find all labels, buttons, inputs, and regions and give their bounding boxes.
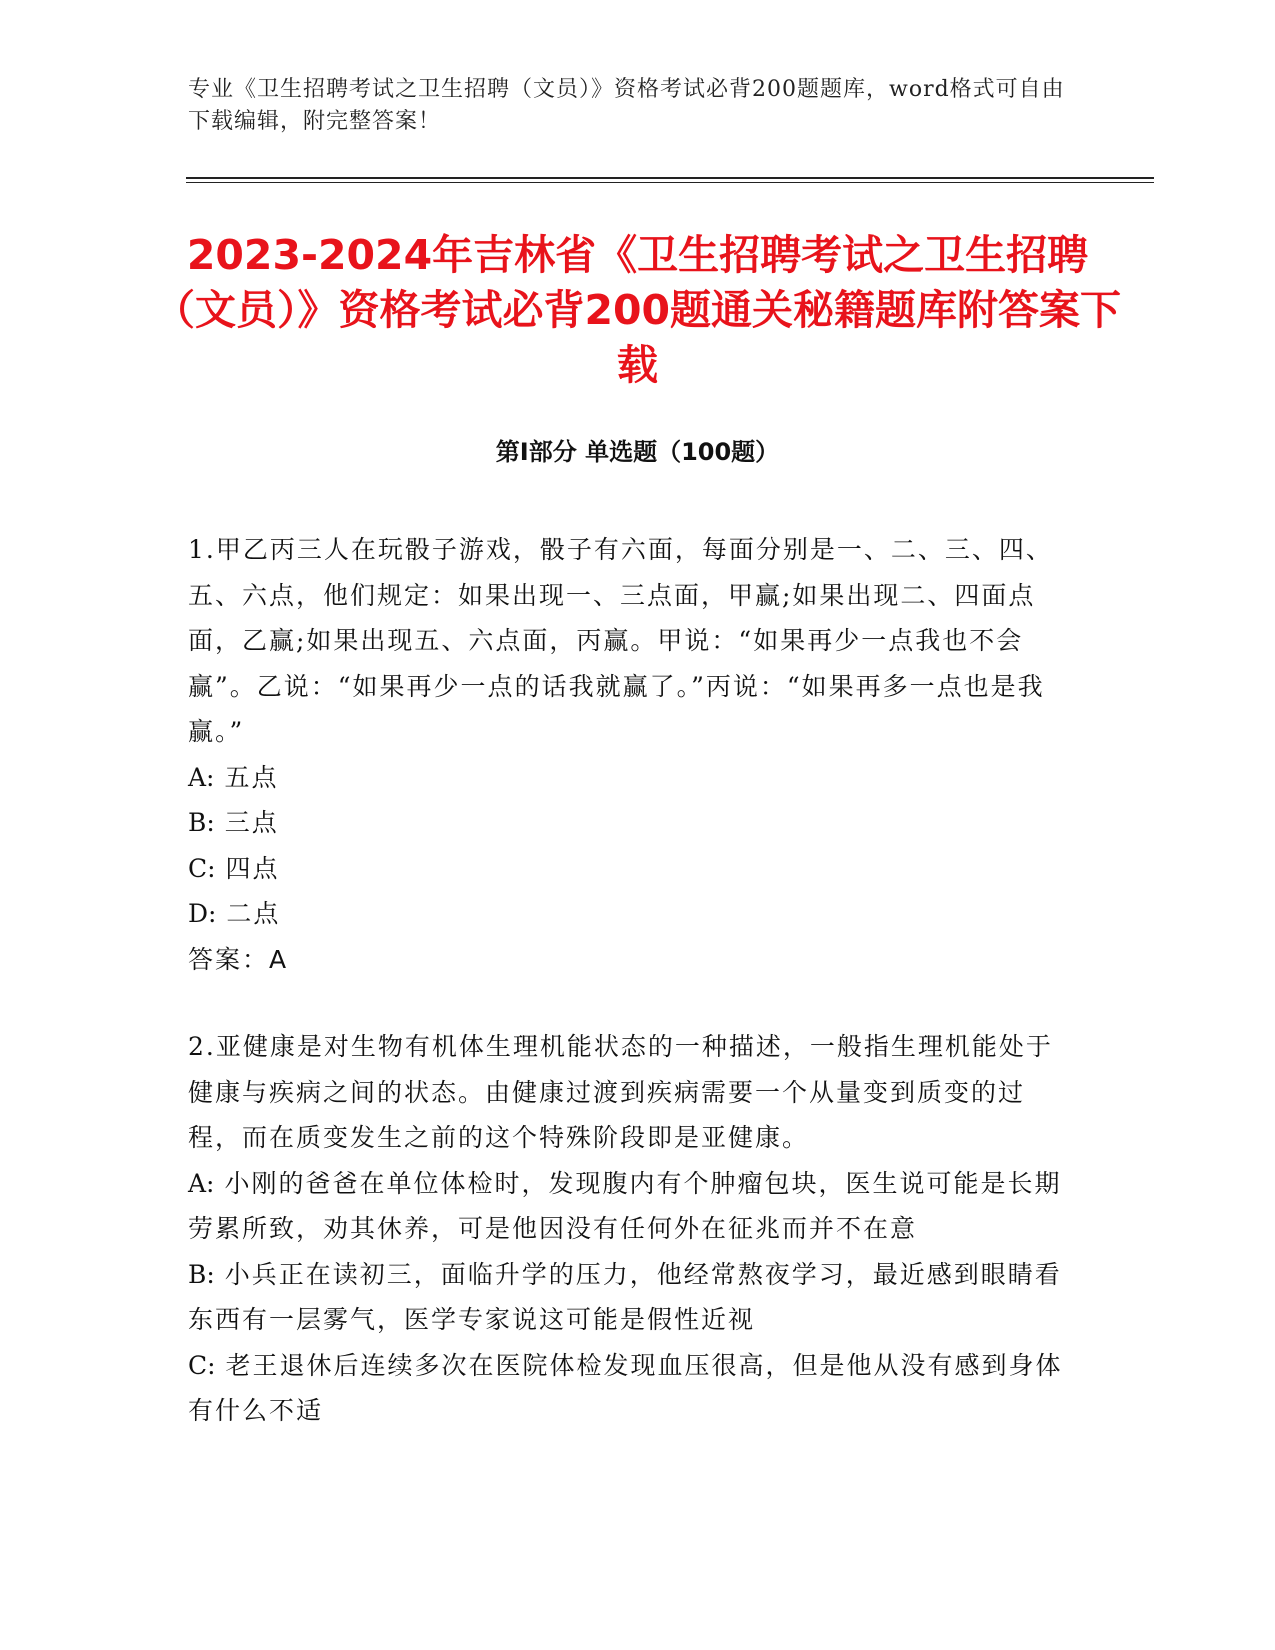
- option-b: [188, 800, 1068, 846]
- option-a: [188, 755, 1068, 801]
- header-note: 专业《卫生招聘考试之卫生招聘（文员）》资格考试必背200题题库，word格式可自由下载编辑，附完整答案！: [188, 77, 1065, 134]
- option-label: D:: [188, 899, 217, 928]
- option-text: 二点: [226, 899, 281, 928]
- option-text: 老王退休后连续多次在医院体检发现血压很高，但是他从没有感到身体有什么不适: [188, 1350, 1063, 1425]
- header-divider: [186, 177, 1154, 179]
- document-title: 2023-2024年吉林省《卫生招聘考试之卫生招聘（文员）》资格考试必背200题通关秘籍题库附答案下载: [153, 231, 1122, 389]
- option-text: 小兵正在读初三，面临升学的压力，他经常熬夜学习，最近感到眼睛看东西有一层雾气，医学专家说这可能是假性近视: [188, 1259, 1062, 1334]
- option-label: C:: [188, 853, 216, 883]
- option-label: C:: [188, 1350, 216, 1380]
- option-text: 小刚的爸爸在单位体检时，发现腹内有个肿瘤包块，医生说可能是长期劳累所致，劝其休养，可是他因没有任何外在征兆而并不在意: [188, 1168, 1062, 1243]
- option-text: 四点: [225, 853, 280, 883]
- option-label: B:: [188, 1259, 215, 1289]
- option-a: [188, 1161, 1068, 1252]
- section-heading: 第Ⅰ部分 单选题（100题）: [495, 438, 780, 466]
- answer-line: 答案：A: [188, 944, 289, 974]
- option-c: [188, 846, 1068, 892]
- option-c: [188, 1343, 1068, 1434]
- question-1: [188, 527, 1068, 982]
- option-d: [188, 891, 1068, 937]
- header-divider-thin: [186, 182, 1154, 183]
- option-label: A:: [188, 1168, 215, 1198]
- option-text: 五点: [224, 762, 279, 792]
- option-b: [188, 1252, 1068, 1343]
- option-text: 三点: [224, 808, 279, 837]
- question-2: [188, 1024, 1068, 1434]
- option-label: B:: [188, 808, 215, 837]
- option-label: A:: [188, 762, 215, 792]
- question-stem: 1.甲乙丙三人在玩骰子游戏，骰子有六面，每面分别是一、二、三、四、五、六点，他们规定：如果出现一、三点面，甲赢;如果出现二、四面点面，乙赢;如果出现五、六点面，丙赢。甲说：“如果再少一点我也不会赢”。乙说：“如果再少一点的话我就赢了。”丙说：“如果再多一点也是我赢。”: [188, 535, 1053, 746]
- question-stem: 2.亚健康是对生物有机体生理机能状态的一种描述，一般指生理机能处于健康与疾病之间的状态。由健康过渡到疾病需要一个从量变到质变的过程，而在质变发生之前的这个特殊阶段即是亚健康。: [188, 1032, 1053, 1152]
